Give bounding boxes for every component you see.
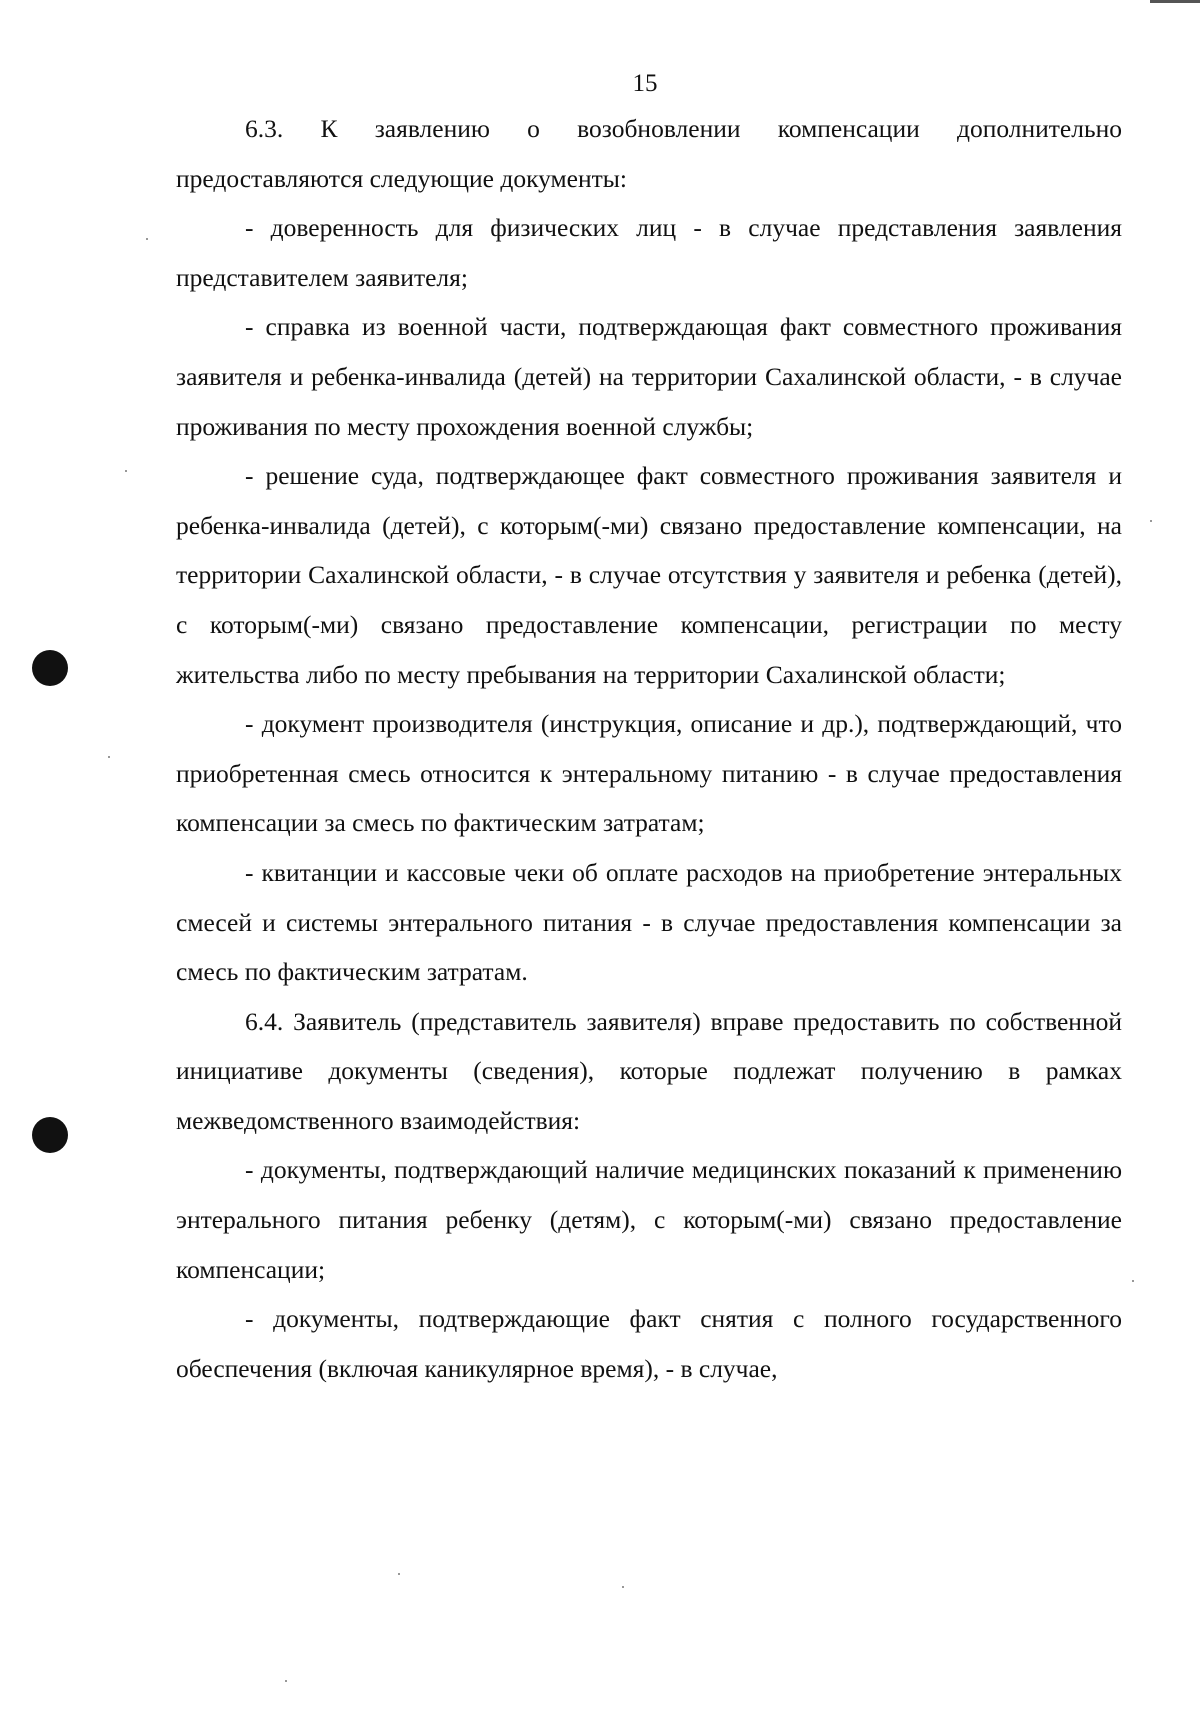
scan-speck — [622, 1586, 624, 1588]
list-item-medical-indications: - документы, подтверждающий наличие медицинских показаний к применению энтерального питания ребенку (детям), с которым(-ми) связано предоставление компенсации; — [176, 1155, 1122, 1284]
document-body — [176, 104, 1122, 1393]
scan-speck — [1150, 520, 1152, 522]
list-item-military-certificate: - справка из военной части, подтверждающая факт совместного проживания заявителя и ребенка-инвалида (детей) на территории Сахалинской области, - в случае проживания по месту прохождения военной службы; — [176, 312, 1122, 441]
paragraph-6-4: 6.4. Заявитель (представитель заявителя) вправе предоставить по собственной инициативе документы (сведения), которые подлежат получению в рамках межведомственного взаимодействия: — [176, 1006, 1122, 1135]
scan-edge-mark — [1150, 0, 1200, 3]
scan-speck — [125, 470, 127, 472]
scan-speck — [285, 1680, 287, 1682]
list-item-court-decision: - решение суда, подтверждающее факт совместного проживания заявителя и ребенка-инвалида (детей), с которым(-ми) связано предоставление компенсации, на территории Сахалинской области, - в случае отсутствия у заявителя и ребенка (детей), с которым(-ми) связано предоставление компенсации, регистрации по месту жительства либо по месту пребывания на территории Сахалинской области; — [176, 461, 1122, 689]
scan-speck — [398, 1573, 400, 1575]
page-number: 15 — [632, 70, 658, 97]
list-item-receipts: - квитанции и кассовые чеки об оплате расходов на приобретение энтеральных смесей и системы энтерального питания - в случае предоставления компенсации за смесь по фактическим затратам. — [176, 857, 1122, 987]
list-item-state-support-removal: - документы, подтверждающие факт снятия с полного государственного обеспечения (включая каникулярное время), - в случае, — [176, 1304, 1122, 1383]
list-item-manufacturer-document: - документ производителя (инструкция, описание и др.), подтверждающий, что приобретенная смесь относится к энтеральному питанию - в случае предоставления компенсации за смесь по фактическим затратам; — [176, 709, 1122, 838]
list-item-power-of-attorney: - доверенность для физических лиц - в случае представления заявления представителем заявителя; — [176, 213, 1122, 292]
scan-speck — [146, 238, 148, 240]
punch-hole-mark — [32, 1117, 68, 1153]
paragraph-6-3: 6.3. К заявлению о возобновлении компенсации дополнительно предоставляются следующие документы: — [176, 114, 1122, 193]
punch-hole-mark — [32, 650, 68, 686]
scan-speck — [108, 756, 110, 758]
scan-speck — [1132, 1280, 1134, 1282]
